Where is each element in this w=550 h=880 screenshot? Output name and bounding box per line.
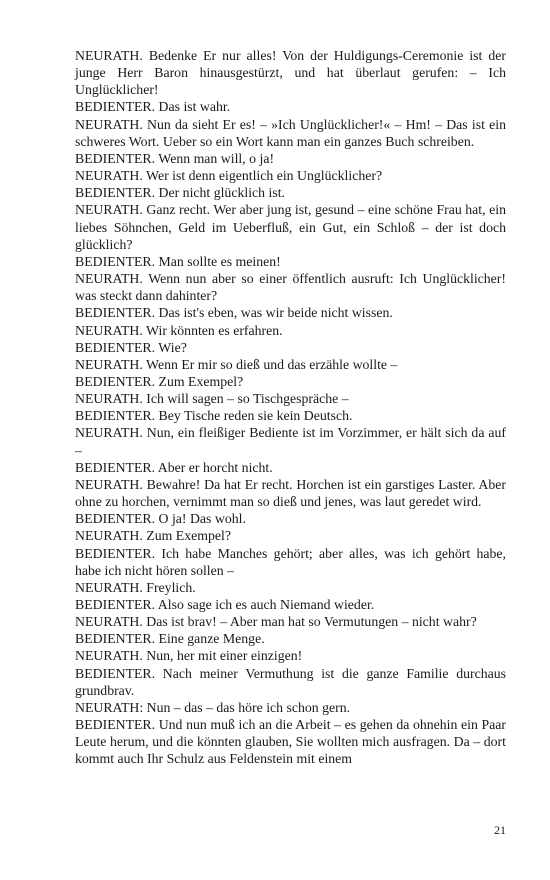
dialogue-line: NEURATH. Ich will sagen – so Tischgespräche – bbox=[75, 391, 349, 407]
dialogue-line: BEDIENTER. Der nicht glücklich ist. bbox=[75, 185, 285, 201]
dialogue-line: BEDIENTER. Und nun muß ich an die Arbeit – es gehen da ohnehin ein Paar Leute herum, und die könnten glauben, Sie wollten mich ausfragen. Da – dort kommt auch Ihr Schulz aus Feldenstein mit einem bbox=[75, 717, 506, 767]
dialogue-line: BEDIENTER. O ja! Das wohl. bbox=[75, 511, 246, 527]
dialogue-line: NEURATH. Das ist brav! – Aber man hat so Vermutungen – nicht wahr? bbox=[75, 614, 477, 630]
dialogue-line: NEURATH. Nun da sieht Er es! – »Ich Unglücklicher!« – Hm! – Das ist ein schweres Wort. Ueber so ein Wort kann man ein ganzes Buch schreiben. bbox=[75, 116, 506, 149]
dialogue-line: NEURATH. Ganz recht. Wer aber jung ist, gesund – eine schöne Frau hat, ein liebes Söhnchen, Geld im Ueberfluß, ein Gut, ein Schloß – der ist doch glücklich? bbox=[75, 202, 506, 252]
dialogue-line: BEDIENTER. Ich habe Manches gehört; aber alles, was ich gehört habe, habe ich nicht hören sollen – bbox=[75, 545, 506, 578]
page-number: 21 bbox=[494, 823, 506, 837]
dialogue-line: NEURATH. Wer ist denn eigentlich ein Unglücklicher? bbox=[75, 168, 383, 184]
dialogue-line: NEURATH. Wenn nun aber so einer öffentlich ausruft: Ich Unglücklicher! was steckt dann dahinter? bbox=[75, 271, 506, 304]
dialogue-line: BEDIENTER. Zum Exempel? bbox=[75, 373, 244, 389]
dialogue-line: BEDIENTER. Wenn man will, o ja! bbox=[75, 150, 275, 166]
dialogue-line: BEDIENTER. Wie? bbox=[75, 339, 187, 355]
dialogue-line: NEURATH. Nun, ein fleißiger Bediente ist im Vorzimmer, er hält sich da auf – bbox=[75, 425, 506, 458]
dialogue-line: NEURATH: Nun – das – das höre ich schon gern. bbox=[75, 699, 351, 715]
dialogue-line: BEDIENTER. Bey Tische reden sie kein Deutsch. bbox=[75, 408, 353, 424]
dialogue-line: BEDIENTER. Aber er horcht nicht. bbox=[75, 459, 273, 475]
dialogue-line: BEDIENTER. Das ist's eben, was wir beide nicht wissen. bbox=[75, 305, 393, 321]
dialogue-line: NEURATH. Wenn Er mir so dieß und das erzähle wollte – bbox=[75, 356, 398, 372]
dialogue-line: BEDIENTER. Nach meiner Vermuthung ist die ganze Familie durchaus grundbrav. bbox=[75, 665, 506, 698]
dialogue-text-block bbox=[75, 47, 506, 768]
dialogue-line: NEURATH. Bedenke Er nur alles! Von der Huldigungs-Ceremonie ist der junge Herr Baron hinausgestürzt, und hat überlaut gerufen: – Ich Unglücklicher! bbox=[75, 48, 506, 98]
dialogue-line: BEDIENTER. Man sollte es meinen! bbox=[75, 253, 281, 269]
dialogue-line: NEURATH. Wir könnten es erfahren. bbox=[75, 322, 283, 338]
dialogue-line: NEURATH. Zum Exempel? bbox=[75, 528, 231, 544]
dialogue-line: BEDIENTER. Das ist wahr. bbox=[75, 99, 231, 115]
dialogue-line: NEURATH. Bewahre! Da hat Er recht. Horchen ist ein garstiges Laster. Aber ohne zu horchen, vernimmt man so dieß und jenes, was laut geredet wird. bbox=[75, 476, 506, 510]
dialogue-line: NEURATH. Freylich. bbox=[75, 579, 196, 595]
dialogue-line: NEURATH. Nun, her mit einer einzigen! bbox=[75, 648, 303, 664]
dialogue-line: BEDIENTER. Also sage ich es auch Niemand wieder. bbox=[75, 597, 375, 612]
dialogue-line: BEDIENTER. Eine ganze Menge. bbox=[75, 631, 265, 647]
